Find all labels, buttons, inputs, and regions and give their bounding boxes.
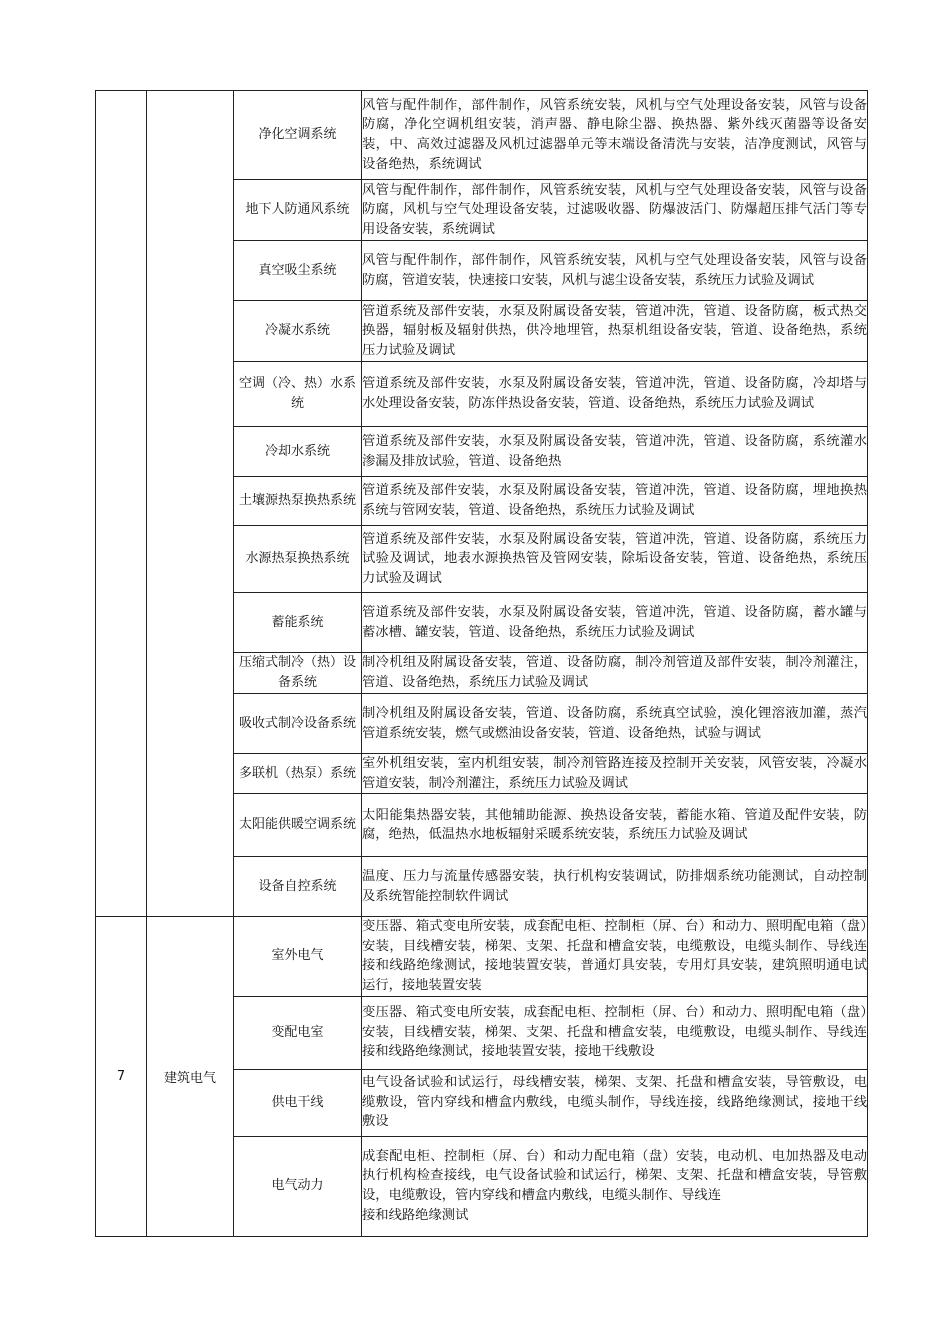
work-items-cell: 管道系统及部件安装，水泵及附属设备安装，管道冲洗，管道、设备防腐，系统压力试验及调试，地表水源换热管及管网安装，除垢设备安装，管道、设备绝热，系统压力试验及调试 bbox=[362, 526, 868, 593]
work-items-cell: 管道系统及部件安装，水泵及附属设备安装，管道冲洗，管道、设备防腐，蓄水罐与蓄冰槽、罐安装，管道、设备绝热，系统压力试验及调试 bbox=[362, 593, 868, 653]
work-items-cell: 管道系统及部件安装，水泵及附属设备安装，管道冲洗，管道、设备防腐，冷却塔与水处理设备安装，防冻伴热设备安装，管道、设备绝热，系统压力试验及调试 bbox=[362, 362, 868, 427]
subdivision-cell: 冷凝水系统 bbox=[234, 301, 362, 362]
subdivision-cell: 太阳能供暖空调系统 bbox=[234, 794, 362, 857]
construction-items-table bbox=[95, 90, 868, 1237]
work-items-cell: 变压器、箱式变电所安装，成套配电柜、控制柜（屏、台）和动力、照明配电箱（盘）安装，目线槽安装，梯架、支架、托盘和槽盒安装，电缆敷设，电缆头制作、导线连接和线路绝缘测试，接地装置安装，普通灯具安装，专用灯具安装，建筑照明通电试运行，接地装置安装 bbox=[362, 917, 868, 996]
subdivision-cell: 冷却水系统 bbox=[234, 427, 362, 477]
work-items-cell: 变压器、箱式变电所安装，成套配电柜、控制柜（屏、台）和动力、照明配电箱（盘）安装，目线槽安装，梯架、支架、托盘和槽盒安装，电缆敷设，电缆头制作、导线连接和线路绝缘测试，接地装置安装，接地干线敷设 bbox=[362, 996, 868, 1069]
subdivision-cell: 室外电气 bbox=[234, 917, 362, 996]
subdivision-cell: 净化空调系统 bbox=[234, 91, 362, 180]
subdivision-cell: 土壤源热泵换热系统 bbox=[234, 477, 362, 526]
work-items-cell: 电气设备试验和试运行，母线槽安装，梯架、支架、托盘和槽盒安装，导管敷设，电缆敷设，管内穿线和槽盒内敷线，电缆头制作，导线连接，线路绝缘测试，接地干线敷设 bbox=[362, 1069, 868, 1136]
subdivision-cell: 压缩式制冷（热）设备系统 bbox=[234, 653, 362, 694]
table-body bbox=[96, 91, 868, 1237]
subdivision-cell: 真空吸尘系统 bbox=[234, 241, 362, 301]
work-items-cell: 管道系统及部件安装，水泵及附属设备安装，管道冲洗，管道、设备防腐，埋地换热系统与管网安装，管道、设备绝热，系统压力试验及调试 bbox=[362, 477, 868, 526]
work-items-cell: 制冷机组及附属设备安装，管道、设备防腐，系统真空试验，溴化锂溶液加灌，蒸汽管道系统安装，燃气或燃油设备安装，管道、设备绝热，试验与调试 bbox=[362, 694, 868, 754]
division-cell: 建筑电气 bbox=[147, 917, 234, 1236]
subdivision-cell: 空调（冷、热）水系统 bbox=[234, 362, 362, 427]
work-items-cell: 温度、压力与流量传感器安装，执行机构安装调试，防排烟系统功能测试，自动控制及系统智能控制软件调试 bbox=[362, 857, 868, 917]
work-items-cell: 管道系统及部件安装，水泵及附属设备安装，管道冲洗，管道、设备防腐，系统灌水渗漏及排放试验，管道、设备绝热 bbox=[362, 427, 868, 477]
subdivision-cell: 多联机（热泵）系统 bbox=[234, 754, 362, 794]
work-items-cell: 制冷机组及附属设备安装，管道、设备防腐，制冷剂管道及部件安装，制冷剂灌注，管道、设备绝热，系统压力试验及调试 bbox=[362, 653, 868, 694]
table-row bbox=[96, 91, 868, 180]
work-items-cell: 室外机组安装，室内机组安装，制冷剂管路连接及控制开关安装，风管安装，冷凝水管道安装，制冷剂灌注，系统压力试验及调试 bbox=[362, 754, 868, 794]
work-items-cell: 风管与配件制作，部件制作，风管系统安装，风机与空气处理设备安装，风管与设备防腐，管道安装，快速接口安装，风机与滤尘设备安装，系统压力试验及调试 bbox=[362, 241, 868, 301]
item-number-cell: 7 bbox=[96, 917, 147, 1236]
work-items-cell: 太阳能集热器安装，其他辅助能源、换热设备安装，蓄能水箱、管道及配件安装，防腐，绝热，低温热水地板辐射采暖系统安装，系统压力试验及调试 bbox=[362, 794, 868, 857]
work-items-cell: 成套配电柜、控制柜（屏、台）和动力配电箱（盘）安装，电动机、电加热器及电动执行机构检查接线，电气设备试验和试运行，梯架、支架、托盘和槽盒安装，导管敷设，电缆敷设，管内穿线和槽盒内敷线，电缆头制作、导线连 接和线路绝缘测试 bbox=[362, 1136, 868, 1236]
division-cell bbox=[147, 91, 234, 917]
subdivision-cell: 水源热泵换热系统 bbox=[234, 526, 362, 593]
subdivision-cell: 电气动力 bbox=[234, 1136, 362, 1236]
subdivision-cell: 吸收式制冷设备系统 bbox=[234, 694, 362, 754]
work-items-cell: 风管与配件制作，部件制作，风管系统安装，风机与空气处理设备安装，风管与设备防腐，风机与空气处理设备安装，过滤吸收器、防爆波活门、防爆超压排气活门等专用设备安装，系统调试 bbox=[362, 180, 868, 241]
subdivision-cell: 供电干线 bbox=[234, 1069, 362, 1136]
item-number-cell bbox=[96, 91, 147, 917]
subdivision-cell: 设备自控系统 bbox=[234, 857, 362, 917]
subdivision-cell: 蓄能系统 bbox=[234, 593, 362, 653]
work-items-cell: 风管与配件制作，部件制作，风管系统安装，风机与空气处理设备安装，风管与设备防腐，净化空调机组安装，消声器、静电除尘器、换热器、紫外线灭菌器等设备安装，中、高效过滤器及风机过滤器单元等末端设备清洗与安装，洁净度测试，风管与设备绝热，系统调试 bbox=[362, 91, 868, 180]
work-items-cell: 管道系统及部件安装，水泵及附属设备安装，管道冲洗，管道、设备防腐，板式热交换器，辐射板及辐射供热，供冷地埋管，热泵机组设备安装，管道、设备绝热，系统压力试验及调试 bbox=[362, 301, 868, 362]
table-row bbox=[96, 917, 868, 996]
subdivision-cell: 变配电室 bbox=[234, 996, 362, 1069]
subdivision-cell: 地下人防通风系统 bbox=[234, 180, 362, 241]
